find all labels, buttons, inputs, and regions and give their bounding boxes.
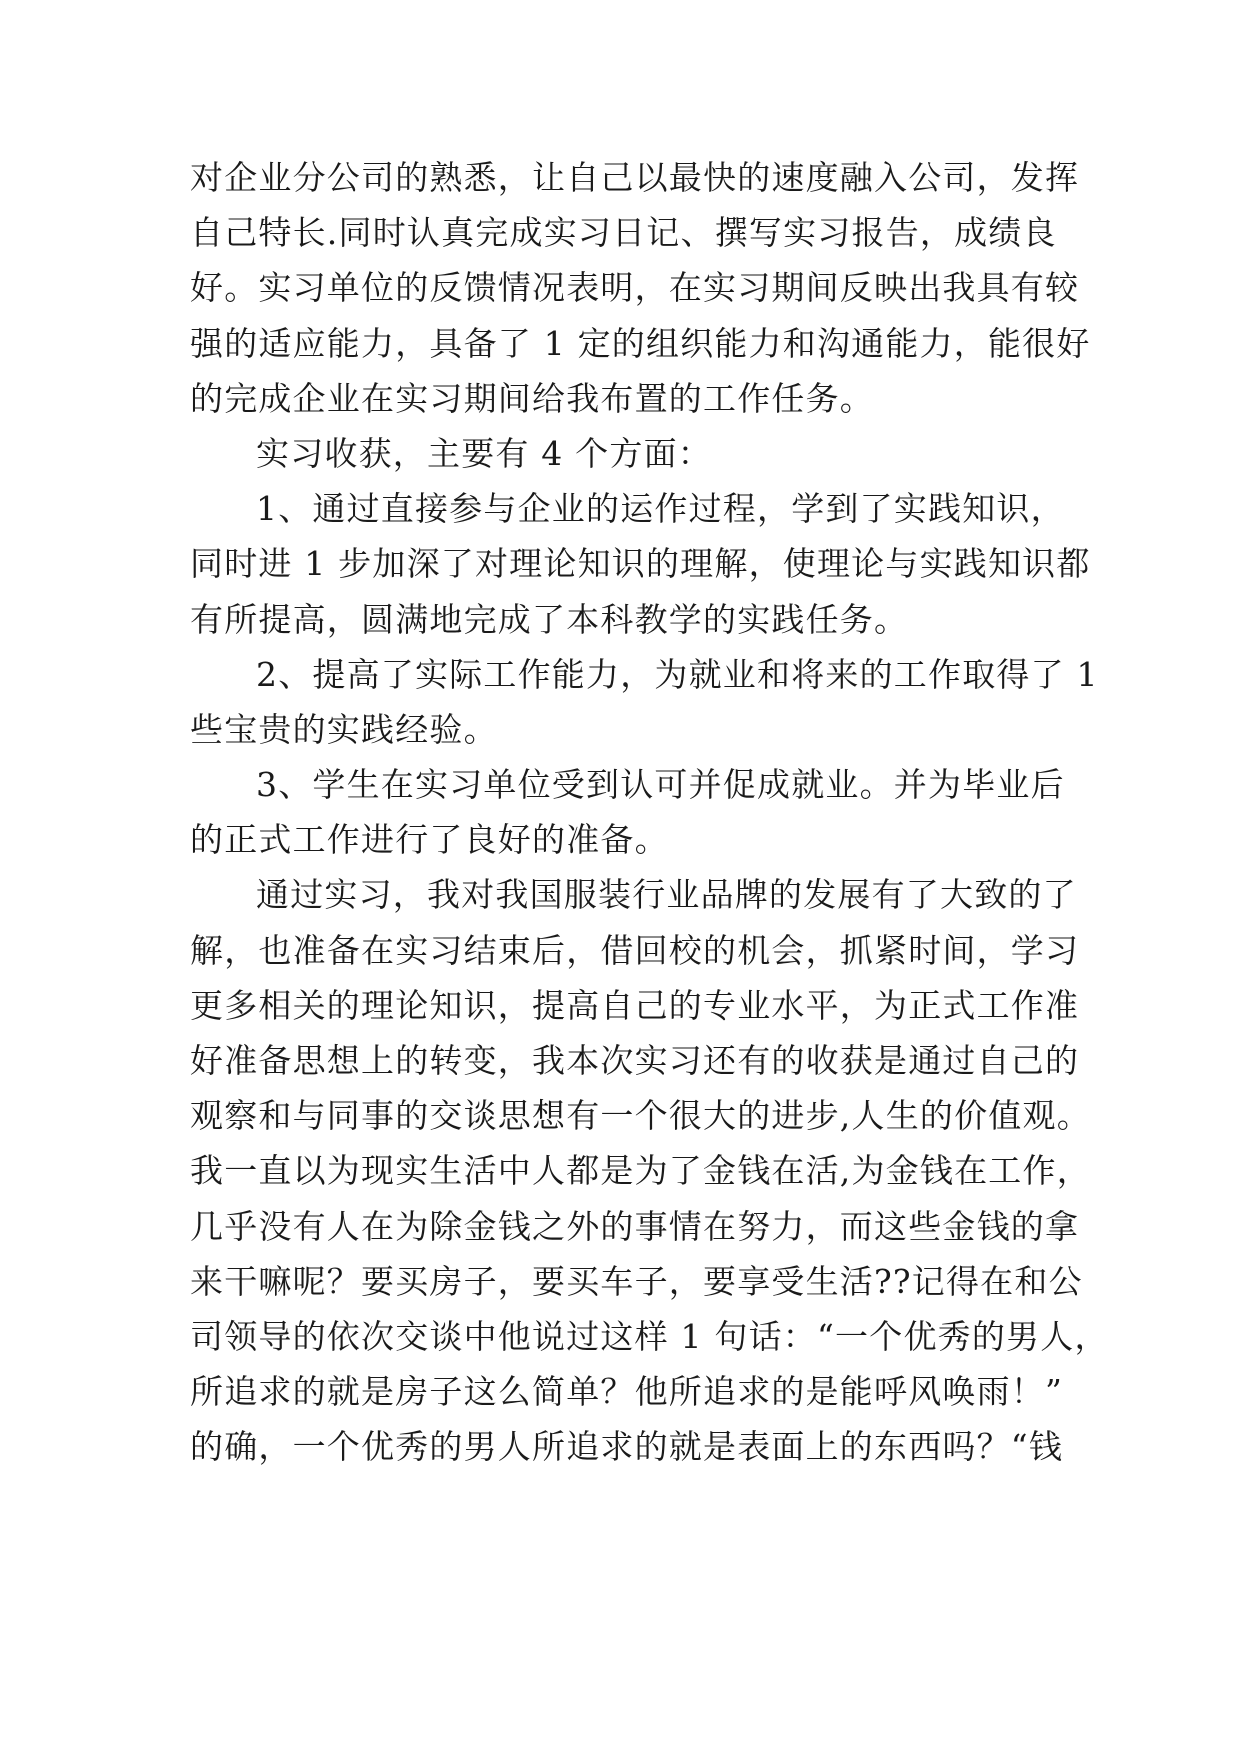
text-line: 2、提高了实际工作能力，为就业和将来的工作取得了 1 [256,654,1099,694]
text-line: 更多相关的理论知识，提高自己的专业水平，为正式工作准 [190,985,1080,1025]
text-line: 同时进 1 步加深了对理论知识的理解，使理论与实践知识都 [190,544,1091,584]
text-line: 解，也准备在实习结束后，借回校的机会，抓紧时间，学习 [190,930,1080,970]
text-line: 对企业分公司的熟悉，让自己以最快的速度融入公司，发挥 [190,158,1080,197]
paragraph-reflection [190,867,1109,1474]
text-line: 观察和与同事的交谈思想有一个很大的进步,人生的价值观。 [190,1096,1091,1136]
text-line: 好。实习单位的反馈情况表明，在实习期间反映出我具有较 [190,268,1080,308]
text-line: 的正式工作进行了良好的准备。 [190,820,669,860]
document-body [190,150,1109,1475]
text-line: 强的适应能力，具备了 1 定的组织能力和沟通能力，能很好 [190,323,1091,363]
text-line: 3、学生在实习单位受到认可并促成就业。并为毕业后 [256,765,1065,805]
text-line: 好准备思想上的转变，我本次实习还有的收获是通过自己的 [190,1041,1080,1080]
text-line: 司领导的依次交谈中他说过这样 1 句话：“一个优秀的男人， [190,1316,1109,1356]
paragraph-item-1 [190,481,1091,647]
text-line: 来干嘛呢？要买房子，要买车子，要享受生活??记得在和公 [190,1261,1083,1301]
text-line: 所追求的就是房子这么简单？他所追求的是能呼风唤雨！” [190,1372,1064,1412]
paragraph-item-2 [190,647,1099,757]
text-line: 的完成企业在实习期间给我布置的工作任务。 [190,378,874,418]
text-line: 的确，一个优秀的男人所追求的就是表面上的东西吗？“钱 [190,1427,1064,1467]
paragraph-item-3 [190,757,1065,867]
text-line: 实习收获，主要有 4 个方面： [256,433,712,473]
text-line: 几乎没有人在为除金钱之外的事情在努力，而这些金钱的拿 [190,1206,1080,1246]
text-line: 1、通过直接参与企业的运作过程，学到了实践知识， [256,489,1065,529]
text-line: 通过实习，我对我国服装行业品牌的发展有了大致的了 [256,875,1077,915]
text-line: 我一直以为现实生活中人都是为了金钱在活,为金钱在工作， [190,1151,1091,1191]
paragraph-harvest-heading [190,426,1060,481]
text-line: 些宝贵的实践经验。 [190,709,498,749]
text-line: 有所提高，圆满地完成了本科教学的实践任务。 [190,599,909,639]
paragraph-intro [190,150,1091,426]
text-line: 自己特长.同时认真完成实习日记、撰写实习报告，成绩良 [190,213,1057,253]
